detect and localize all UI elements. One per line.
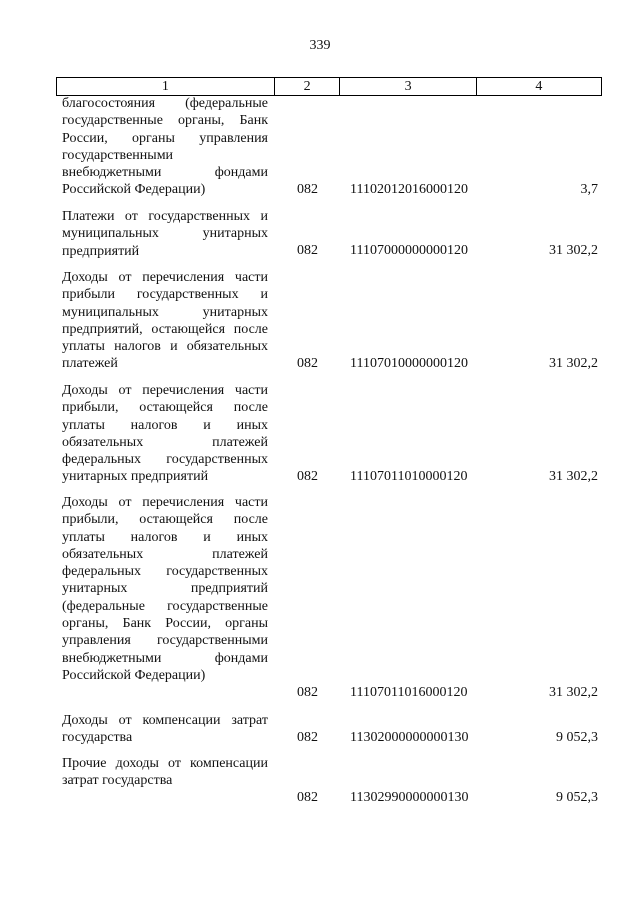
row-description: Доходы от компенсации затрат государства [62, 713, 268, 746]
column-header-4: 4 [476, 78, 601, 95]
column-header-3: 3 [339, 78, 475, 95]
table-row [56, 382, 600, 486]
row-kbk: 11102012016000120 [350, 182, 468, 197]
row-code: 082 [297, 469, 318, 484]
row-description: Прочие доходы от компенсации затрат государства [62, 756, 268, 789]
page-number: 339 [309, 38, 331, 53]
row-amount: 31 302,2 [549, 469, 598, 484]
row-description: Доходы от перечисления части прибыли государственных и муниципальных унитарных предприятий, остающейся после уплаты налогов и обязательных платежей [62, 270, 268, 372]
row-kbk: 11107011010000120 [350, 469, 468, 484]
row-amount: 3,7 [580, 182, 598, 197]
column-header-2: 2 [274, 78, 340, 95]
row-kbk: 11107010000000120 [350, 356, 468, 371]
row-description: Доходы от перечисления части прибыли, остающейся после уплаты налогов и иных обязательных платежей федеральных государственных унитарных предприятий (федеральные государственные органы, Банк России, органы управления государственными внебюджетными фондами Российской Федерации) [62, 495, 268, 683]
row-amount: 31 302,2 [549, 356, 598, 371]
column-header-1: 1 [161, 79, 169, 94]
row-amount: 31 302,2 [549, 685, 598, 700]
row-amount: 9 052,3 [556, 730, 598, 745]
row-code: 082 [297, 730, 318, 745]
row-kbk: 11107011016000120 [350, 685, 468, 700]
table-row [56, 755, 600, 807]
row-description: благосостояния (федеральные государственные органы, Банк России, органы управления государственными внебюджетными фондами Российской Федерации) [62, 96, 268, 198]
table-row [56, 494, 600, 702]
row-amount: 9 052,3 [556, 790, 598, 805]
row-description: Доходы от перечисления части прибыли, остающейся после уплаты налогов и иных обязательных платежей федеральных государственных унитарных предприятий [62, 383, 268, 485]
row-code: 082 [297, 182, 318, 197]
table-row [56, 269, 600, 373]
table-row [56, 208, 600, 260]
row-code: 082 [297, 685, 318, 700]
row-kbk: 11107000000000120 [350, 243, 468, 258]
row-code: 082 [297, 243, 318, 258]
row-description: Платежи от государственных и муниципальных унитарных предприятий [62, 209, 268, 259]
table-row [56, 95, 600, 199]
row-code: 082 [297, 790, 318, 805]
row-kbk: 11302990000000130 [350, 790, 469, 805]
table-row [56, 712, 600, 747]
row-kbk: 11302000000000130 [350, 730, 469, 745]
row-code: 082 [297, 356, 318, 371]
row-amount: 31 302,2 [549, 243, 598, 258]
table-header [56, 77, 602, 96]
